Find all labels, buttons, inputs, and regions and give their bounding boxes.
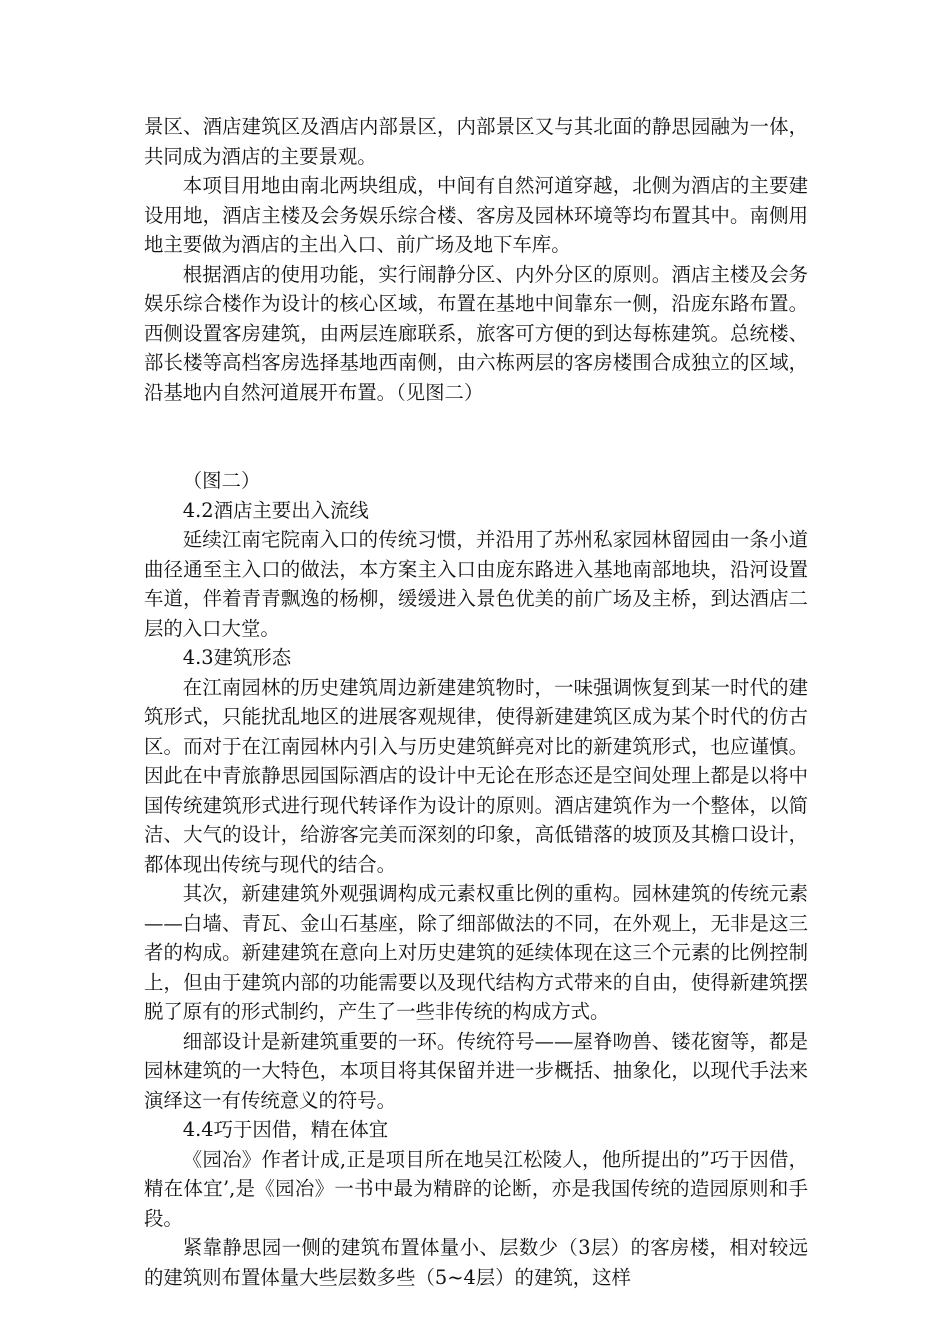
section-heading-4-3: 4.3建筑形态 bbox=[182, 646, 292, 669]
paragraph-elements-ratio: 其次，新建建筑外观强调构成元素权重比例的重构。园林建筑的传统元素——白墙、青瓦、金山石基座，除了细部做法的不同，在外观上，无非是这三者的构成。新建建筑在意向上对历史建筑的延续体现在这三个元素的比例控制上，但由于建筑内部的功能需要以及现代结构方式带来的自由，使得新建筑摆脱了原有的形式制约，产生了一些非传统的构成方式。 bbox=[144, 882, 808, 1023]
section-heading-4-2: 4.2酒店主要出入流线 bbox=[182, 498, 369, 522]
figure-caption: （图二） bbox=[182, 469, 261, 492]
paragraph-entrance-flow: 延续江南宅院南入口的传统习惯，并沿用了苏州私家园林留园由一条小道曲径通至主入口的做法，本方案主入口由庞东路进入基地南部地块，沿河设置车道，伴着青青飘逸的杨柳，缓缓进入景色优美的前广场及主桥，到达酒店二层的入口大堂。 bbox=[144, 528, 808, 640]
document-body bbox=[144, 112, 808, 1292]
paragraph-site-layout: 本项目用地由南北两块组成，中间有自然河道穿越，北侧为酒店的主要建设用地，酒店主楼及会务娱乐综合楼、客房及园林环境等均布置其中。南侧用地主要做为酒店的主出入口、前广场及地下车库。 bbox=[144, 174, 808, 256]
section-heading-4-4: 4.4巧于因借，精在体宜 bbox=[182, 1118, 389, 1141]
figure-placeholder bbox=[144, 407, 808, 466]
paragraph-scenic-areas: 景区、酒店建筑区及酒店内部景区，内部景区又与其北面的静思园融为一体，共同成为酒店的主要景观。 bbox=[144, 115, 808, 168]
paragraph-building-form: 在江南园林的历史建筑周边新建建筑物时，一味强调恢复到某一时代的建筑形式，只能扰乱地区的进展客观规律，使得新建建筑区成为某个时代的仿古区。而对于在江南园林内引入与历史建筑鲜亮对比的新建筑形式，也应谨慎。因此在中青旅静思园国际酒店的设计中无论在形态还是空间处理上都是以将中国传统建筑形式进行现代转译作为设计的原则。酒店建筑作为一个整体，以简洁、大气的设计，给游客完美而深刻的印象，高低错落的坡顶及其檐口设计，都体现出传统与现代的结合。 bbox=[144, 675, 808, 876]
paragraph-yuanye: 《园冶》作者计成,正是项目所在地吴江松陵人，他所提出的”巧于因借，精在体宜’,是《园冶》一书中最为精辟的论断，亦是我国传统的造园原则和手段。 bbox=[144, 1147, 808, 1230]
paragraph-building-volume: 紧靠静思园一侧的建筑布置体量小、层数少（3层）的客房楼，相对较远的建筑则布置体量大些层数多些（5~4层）的建筑，这样 bbox=[144, 1236, 808, 1289]
paragraph-detail-design: 细部设计是新建筑重要的一环。传统符号——屋脊吻兽、镂花窗等，都是园林建筑的一大特色，本项目将其保留并进一步概括、抽象化，以现代手法来演绎这一有传统意义的符号。 bbox=[144, 1029, 808, 1112]
paragraph-zoning: 根据酒店的使用功能，实行闹静分区、内外分区的原则。酒店主楼及会务娱乐综合楼作为设计的核心区域，布置在基地中间靠东一侧，沿庞东路布置。西侧设置客房建筑，由两层连廊联系，旅客可方便的到达每栋建筑。总统楼、部长楼等高档客房选择基地西南侧，由六栋两层的客房楼围合成独立的区域，沿基地内自然河道展开布置。（见图二） bbox=[144, 262, 808, 404]
